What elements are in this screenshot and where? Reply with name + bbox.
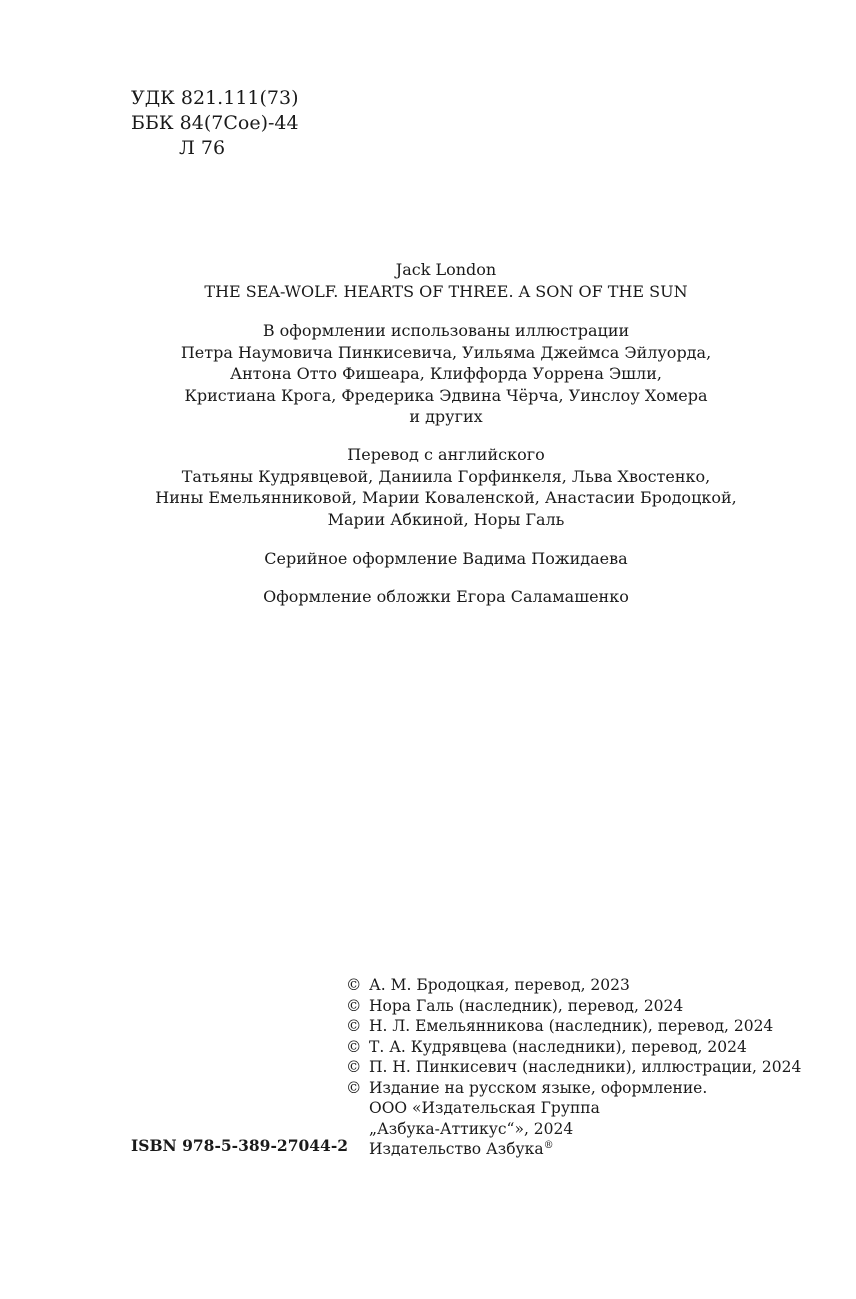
copyright-block <box>346 975 801 1160</box>
series-design-credit <box>0 548 856 570</box>
original-titles: THE SEA-WOLF. HEARTS OF THREE. A SON OF THE SUN <box>204 281 688 301</box>
copyright-text: Т. А. Кудрявцева (наследники), перевод, 2024 <box>369 1037 747 1056</box>
copyright-text: П. Н. Пинкисевич (наследники), иллюстрации, 2024 <box>369 1058 802 1076</box>
copyright-symbol: © <box>346 996 362 1015</box>
copyright-symbol: © <box>346 1017 362 1035</box>
illustrations-line: Кристиана Крога, Фредерика Эдвина Чёрча, Уинслоу Хомера <box>184 385 708 405</box>
illustrations-credit <box>0 320 856 428</box>
illustrations-line: и других <box>409 407 483 426</box>
publisher-imprint-line <box>346 1139 801 1160</box>
illustrations-line: В оформлении использованы иллюстрации <box>262 321 630 340</box>
translation-credit <box>0 444 856 530</box>
copyright-row <box>346 1016 801 1037</box>
author-mark: Л 76 <box>179 137 226 159</box>
illustrations-line: Антона Отто Фишеара, Клиффорда Уоррена Эшли, <box>230 364 662 383</box>
copyright-symbol: © <box>346 1058 362 1076</box>
copyright-text: Н. Л. Емельянникова (наследник), перевод, 2024 <box>369 1017 774 1035</box>
bbk-code: ББК 84(7Сое)-44 <box>131 112 299 134</box>
udk-code: УДК 821.111(73) <box>131 87 299 109</box>
translation-line: Перевод с английского <box>347 445 545 464</box>
copyright-row <box>346 1078 801 1099</box>
copyright-symbol: © <box>346 1078 362 1097</box>
copyright-symbol: © <box>346 976 362 994</box>
copyright-row <box>346 1057 801 1078</box>
translation-line: Марии Абкиной, Норы Галь <box>327 509 565 529</box>
illustrations-line: Петра Наумовича Пинкисевича, Уильяма Джеймса Эйлуорда, <box>180 342 712 362</box>
publisher-line: „Азбука-Аттикус“», 2024 <box>369 1119 574 1138</box>
original-title-block <box>0 259 856 302</box>
copyright-symbol: © <box>346 1037 362 1056</box>
copyright-text: Издание на русском языке, оформление. <box>369 1078 708 1097</box>
cover-design-credit <box>0 586 856 608</box>
copyright-text: Нора Галь (наследник), перевод, 2024 <box>369 996 684 1015</box>
series-design-line: Серийное оформление Вадима Пожидаева <box>264 549 628 568</box>
original-author: Jack London <box>395 260 497 279</box>
publisher-line: ООО «Издательская Группа <box>369 1099 600 1117</box>
registered-mark: ® <box>543 1140 554 1151</box>
isbn-number: ISBN 978-5-389-27044-2 <box>131 1136 349 1155</box>
copyright-row <box>346 1037 801 1058</box>
translation-line: Нины Емельянниковой, Марии Коваленской, Анастасии Бродоцкой, <box>155 488 737 507</box>
copyright-row <box>346 975 801 996</box>
publisher-imprint: Издательство Азбука <box>369 1140 544 1158</box>
cover-design-line: Оформление обложки Егора Саламашенко <box>263 587 629 606</box>
classification-block <box>131 86 299 161</box>
copyright-row <box>346 996 801 1017</box>
translation-line: Татьяны Кудрявцевой, Даниила Горфинкеля, Льва Хвостенко, <box>181 466 711 486</box>
copyright-text: А. М. Бродоцкая, перевод, 2023 <box>369 976 630 994</box>
